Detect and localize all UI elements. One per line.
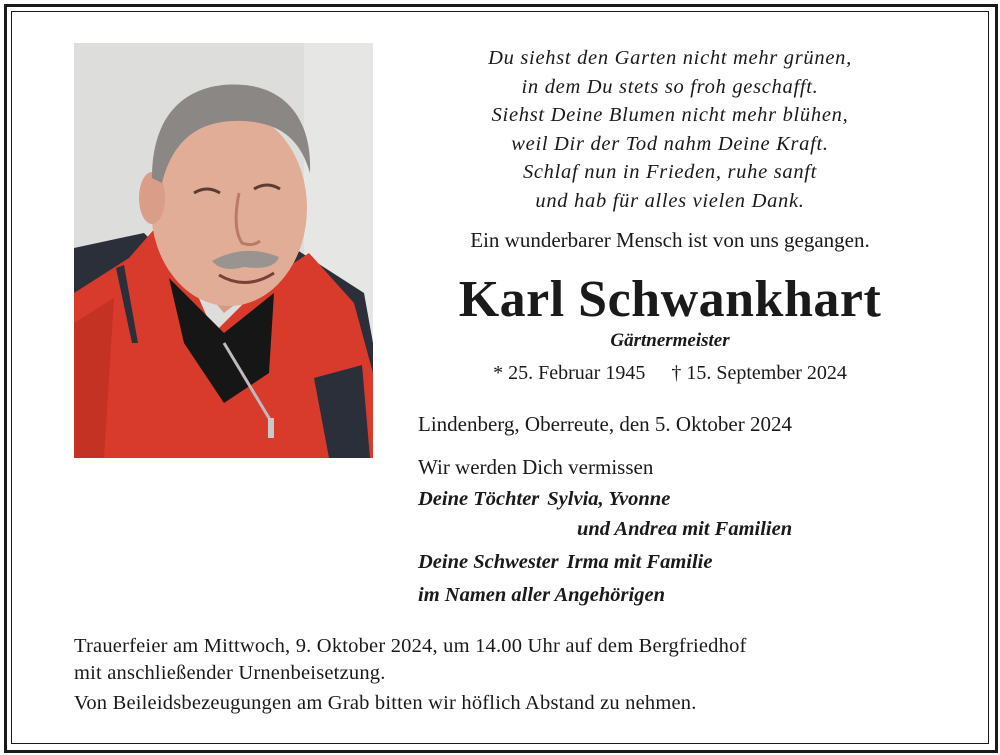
service-line: Trauerfeier am Mittwoch, 9. Oktober 2024, um 14.00 Uhr auf dem Bergfriedhof (74, 635, 747, 657)
family-sister (418, 551, 712, 574)
poem-line: weil Dir der Tod nahm Deine Kraft. (511, 132, 829, 155)
family-relatives: im Namen aller Angehörigen (418, 584, 665, 606)
missing-line: Wir werden Dich vermissen (418, 455, 654, 479)
condolence-note: Von Beileidsbezeugungen am Grab bitten wir höflich Abstand zu nehmen. (74, 692, 697, 714)
life-dates (420, 362, 920, 385)
daughters-label: Deine Töchter (418, 488, 540, 510)
birth-star-icon: * (493, 362, 504, 384)
daughters-names: Sylvia, Yvonne (547, 488, 671, 510)
portrait-illustration (74, 43, 373, 458)
profession: Gärtnermeister (610, 330, 730, 351)
death-date: 15. September 2024 (686, 362, 847, 384)
sister-names: Irma mit Familie (566, 551, 713, 573)
sister-label: Deine Schwester (418, 551, 559, 573)
poem-line: in dem Du stets so froh geschafft. (521, 75, 819, 98)
family-daughters (418, 488, 670, 511)
poem-line: Schlaf nun in Frieden, ruhe sanft (522, 161, 818, 184)
poem (420, 44, 920, 216)
daughters-line2: und Andrea mit Familien (577, 518, 793, 540)
poem-line: und hab für alles vielen Dank. (535, 189, 805, 212)
deceased-name: Karl Schwankhart (458, 271, 882, 328)
portrait-photo (74, 43, 373, 458)
death-cross-icon: † (671, 362, 682, 384)
intro-line: Ein wunderbarer Mensch ist von uns gegangen. (470, 228, 870, 252)
poem-line: Du siehst den Garten nicht mehr grünen, (488, 47, 852, 69)
poem-line: Siehst Deine Blumen nicht mehr blühen, (491, 104, 849, 127)
service-line: mit anschließender Urnenbeisetzung. (74, 662, 386, 684)
funeral-service (74, 633, 747, 687)
birth-date: 25. Februar 1945 (508, 362, 646, 384)
place-date: Lindenberg, Oberreute, den 5. Oktober 2024 (418, 412, 793, 436)
